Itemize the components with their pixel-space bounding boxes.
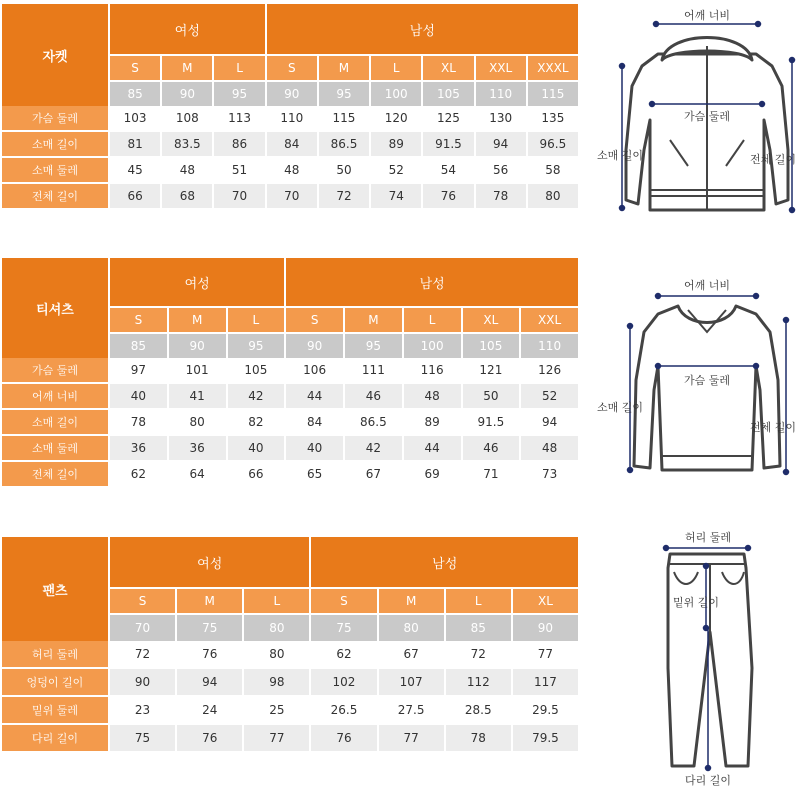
row-label: 밑위 둘레	[2, 697, 108, 725]
rise-label: 밑위 길이	[672, 596, 720, 609]
size-number: 85	[110, 82, 160, 106]
table-row	[2, 384, 578, 410]
tshirt-diagram	[592, 270, 800, 480]
table-cell: 83.5	[162, 132, 212, 158]
table-row	[2, 158, 578, 184]
row-label: 어깨 너비	[2, 384, 108, 410]
table-row	[2, 641, 578, 669]
size-header: M	[345, 308, 402, 334]
table-cell: 25	[244, 697, 309, 725]
table-cell: 110	[267, 106, 317, 132]
table-cell: 77	[513, 641, 578, 669]
size-header: S	[110, 589, 175, 615]
table-cell: 72	[319, 184, 369, 210]
table-cell: 102	[311, 669, 376, 697]
table-cell: 70	[214, 184, 264, 210]
table-row	[2, 462, 578, 488]
table-cell: 125	[423, 106, 473, 132]
table-cell: 62	[311, 641, 376, 669]
waist-label: 허리 둘레	[684, 531, 732, 544]
table-cell: 94	[476, 132, 526, 158]
table-cell: 120	[371, 106, 421, 132]
women-header: 여성	[110, 258, 284, 308]
table-row	[2, 358, 578, 384]
size-number: 85	[446, 615, 511, 641]
jacket-section	[0, 4, 580, 210]
table-cell: 76	[311, 725, 376, 753]
table-cell: 48	[162, 158, 212, 184]
women-header: 여성	[110, 4, 265, 56]
size-number: 90	[286, 334, 343, 358]
size-header: XL	[423, 56, 473, 82]
table-row	[2, 132, 578, 158]
table-cell: 121	[463, 358, 520, 384]
size-number: 90	[267, 82, 317, 106]
table-row	[2, 410, 578, 436]
row-label: 다리 길이	[2, 725, 108, 753]
row-label: 허리 둘레	[2, 641, 108, 669]
table-cell: 89	[404, 410, 461, 436]
size-number: 80	[379, 615, 444, 641]
table-cell: 74	[371, 184, 421, 210]
table-cell: 101	[169, 358, 226, 384]
table-cell: 90	[110, 669, 175, 697]
table-cell: 66	[110, 184, 160, 210]
leg-length-label: 다리 길이	[684, 774, 732, 787]
size-header: M	[379, 589, 444, 615]
table-cell: 64	[169, 462, 226, 488]
row-label: 엉덩이 길이	[2, 669, 108, 697]
table-cell: 84	[267, 132, 317, 158]
table-cell: 94	[177, 669, 242, 697]
size-header: S	[267, 56, 317, 82]
size-header: M	[162, 56, 212, 82]
sleeve-length-label: 소매 길이	[597, 401, 644, 414]
size-number: 75	[177, 615, 242, 641]
table-cell: 97	[110, 358, 167, 384]
table-cell: 112	[446, 669, 511, 697]
table-cell: 27.5	[379, 697, 444, 725]
table-cell: 75	[110, 725, 175, 753]
size-number: 90	[513, 615, 578, 641]
row-label: 전체 길이	[2, 462, 108, 488]
table-cell: 108	[162, 106, 212, 132]
size-number: 100	[371, 82, 421, 106]
table-cell: 82	[228, 410, 285, 436]
table-cell: 45	[110, 158, 160, 184]
table-cell: 116	[404, 358, 461, 384]
size-header: M	[169, 308, 226, 334]
table-cell: 41	[169, 384, 226, 410]
table-cell: 78	[476, 184, 526, 210]
size-number: 90	[169, 334, 226, 358]
row-label: 소매 길이	[2, 132, 108, 158]
size-number: 95	[214, 82, 264, 106]
table-cell: 80	[244, 641, 309, 669]
table-cell: 113	[214, 106, 264, 132]
table-cell: 111	[345, 358, 402, 384]
chest-label: 가슴 둘레	[683, 374, 731, 387]
size-number: 90	[162, 82, 212, 106]
table-cell: 81	[110, 132, 160, 158]
table-cell: 48	[267, 158, 317, 184]
table-cell: 130	[476, 106, 526, 132]
row-label: 가슴 둘레	[2, 358, 108, 384]
pants-section	[0, 537, 580, 753]
table-cell: 76	[423, 184, 473, 210]
table-cell: 76	[177, 641, 242, 669]
total-length-label: 전체 길이	[749, 153, 796, 166]
table-cell: 66	[228, 462, 285, 488]
men-header: 남성	[267, 4, 578, 56]
size-header: S	[311, 589, 376, 615]
size-number: 105	[463, 334, 520, 358]
size-number: 100	[404, 334, 461, 358]
table-cell: 46	[463, 436, 520, 462]
table-cell: 105	[228, 358, 285, 384]
table-cell: 70	[267, 184, 317, 210]
table-cell: 52	[521, 384, 578, 410]
table-cell: 126	[521, 358, 578, 384]
table-cell: 62	[110, 462, 167, 488]
total-length-label: 전체 길이	[749, 421, 796, 434]
table-row	[2, 669, 578, 697]
table-cell: 94	[521, 410, 578, 436]
row-label: 전체 길이	[2, 184, 108, 210]
table-cell: 98	[244, 669, 309, 697]
jacket-diagram	[592, 0, 800, 222]
size-header: XL	[463, 308, 520, 334]
table-cell: 67	[379, 641, 444, 669]
size-header: L	[446, 589, 511, 615]
table-cell: 48	[404, 384, 461, 410]
table-cell: 28.5	[446, 697, 511, 725]
row-label: 소매 둘레	[2, 436, 108, 462]
size-header: L	[244, 589, 309, 615]
table-row	[2, 436, 578, 462]
tshirt-size-table	[0, 258, 580, 488]
table-cell: 89	[371, 132, 421, 158]
jacket-size-table	[0, 4, 580, 210]
men-header: 남성	[286, 258, 578, 308]
size-header: L	[371, 56, 421, 82]
pants-diagram	[640, 528, 780, 800]
table-cell: 135	[528, 106, 578, 132]
table-cell: 78	[110, 410, 167, 436]
size-number: 70	[110, 615, 175, 641]
table-cell: 80	[528, 184, 578, 210]
table-cell: 73	[521, 462, 578, 488]
table-cell: 29.5	[513, 697, 578, 725]
table-cell: 58	[528, 158, 578, 184]
table-cell: 79.5	[513, 725, 578, 753]
table-cell: 86.5	[319, 132, 369, 158]
table-cell: 72	[446, 641, 511, 669]
table-cell: 24	[177, 697, 242, 725]
table-cell: 44	[404, 436, 461, 462]
table-cell: 91.5	[463, 410, 520, 436]
table-cell: 54	[423, 158, 473, 184]
size-header: XL	[513, 589, 578, 615]
table-cell: 52	[371, 158, 421, 184]
row-label: 소매 길이	[2, 410, 108, 436]
table-cell: 106	[286, 358, 343, 384]
size-header: L	[228, 308, 285, 334]
size-number: 80	[244, 615, 309, 641]
table-cell: 46	[345, 384, 402, 410]
tshirt-section	[0, 258, 580, 488]
row-label: 소매 둘레	[2, 158, 108, 184]
size-number: 115	[528, 82, 578, 106]
pants-size-table	[0, 537, 580, 753]
size-number: 110	[476, 82, 526, 106]
table-row	[2, 725, 578, 753]
table-cell: 23	[110, 697, 175, 725]
size-header: M	[319, 56, 369, 82]
table-row	[2, 106, 578, 132]
table-cell: 80	[169, 410, 226, 436]
table-cell: 44	[286, 384, 343, 410]
table-cell: 86.5	[345, 410, 402, 436]
size-header: L	[214, 56, 264, 82]
table-cell: 76	[177, 725, 242, 753]
shoulder-width-label: 어깨 너비	[683, 9, 731, 22]
table-row	[2, 697, 578, 725]
table-cell: 26.5	[311, 697, 376, 725]
table-cell: 71	[463, 462, 520, 488]
table-cell: 91.5	[423, 132, 473, 158]
women-header: 여성	[110, 537, 309, 589]
size-number: 95	[228, 334, 285, 358]
size-header: S	[286, 308, 343, 334]
size-header: M	[177, 589, 242, 615]
table-cell: 84	[286, 410, 343, 436]
tshirt-title: 티셔츠	[2, 258, 108, 358]
table-cell: 69	[404, 462, 461, 488]
chest-label: 가슴 둘레	[683, 110, 731, 123]
table-cell: 40	[228, 436, 285, 462]
table-cell: 56	[476, 158, 526, 184]
size-number: 105	[423, 82, 473, 106]
size-number: 95	[345, 334, 402, 358]
men-header: 남성	[311, 537, 578, 589]
table-cell: 78	[446, 725, 511, 753]
table-cell: 40	[110, 384, 167, 410]
table-cell: 103	[110, 106, 160, 132]
table-cell: 67	[345, 462, 402, 488]
table-cell: 77	[244, 725, 309, 753]
table-cell: 96.5	[528, 132, 578, 158]
table-cell: 36	[169, 436, 226, 462]
jacket-title: 자켓	[2, 4, 108, 106]
size-header: L	[404, 308, 461, 334]
size-header: XXXL	[528, 56, 578, 82]
row-label: 가슴 둘레	[2, 106, 108, 132]
size-number: 110	[521, 334, 578, 358]
size-number: 85	[110, 334, 167, 358]
table-cell: 115	[319, 106, 369, 132]
table-cell: 50	[463, 384, 520, 410]
table-cell: 36	[110, 436, 167, 462]
table-cell: 50	[319, 158, 369, 184]
size-number: 95	[319, 82, 369, 106]
sleeve-length-label: 소매 길이	[597, 149, 644, 162]
size-header: S	[110, 56, 160, 82]
table-cell: 51	[214, 158, 264, 184]
size-header: XXL	[521, 308, 578, 334]
size-header: S	[110, 308, 167, 334]
shoulder-width-label: 어깨 너비	[683, 279, 731, 292]
table-cell: 42	[228, 384, 285, 410]
pants-title: 팬츠	[2, 537, 108, 641]
table-cell: 68	[162, 184, 212, 210]
table-cell: 86	[214, 132, 264, 158]
table-row	[2, 184, 578, 210]
table-cell: 107	[379, 669, 444, 697]
size-number: 75	[311, 615, 376, 641]
table-cell: 77	[379, 725, 444, 753]
table-cell: 72	[110, 641, 175, 669]
table-cell: 40	[286, 436, 343, 462]
table-cell: 117	[513, 669, 578, 697]
table-cell: 42	[345, 436, 402, 462]
table-cell: 65	[286, 462, 343, 488]
table-cell: 48	[521, 436, 578, 462]
size-header: XXL	[476, 56, 526, 82]
